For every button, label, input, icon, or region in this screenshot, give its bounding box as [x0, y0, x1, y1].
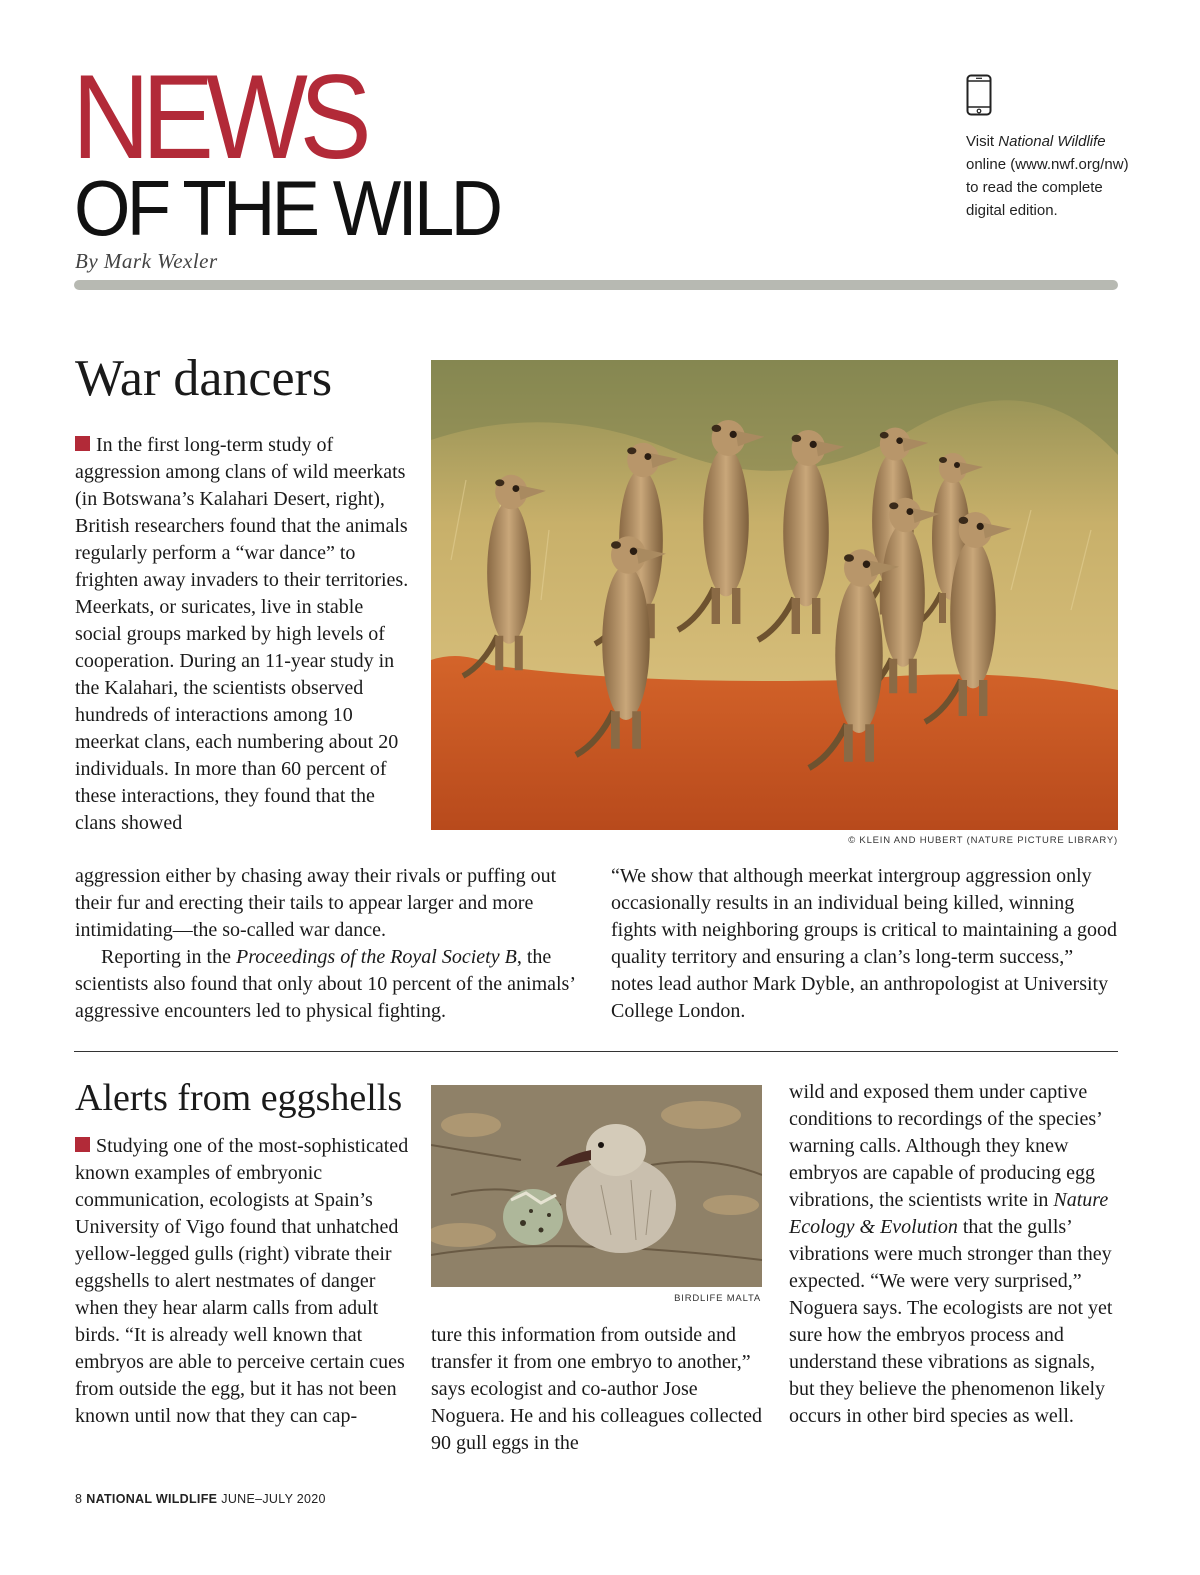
gull-chick-photo	[431, 1085, 762, 1287]
magazine-name: National Wildlife	[998, 133, 1106, 150]
masthead-rule	[74, 280, 1118, 290]
article1-lead-paragraph: In the first long-term study of aggression among clans of wild meerkats (in Botswana’s Kalahari Desert, right), British researchers found that the animals regularly perform a “war dance” to frighten away invaders to their territories. Meerkats, or suricates, live in stable social groups marked by high levels of cooperation. During an 11-year study in the Kalahari, the scientists observed hundreds of interactions among 10 meerkat clans, each numbering about 20 individuals. In more than 60 percent of these interactions, they found that the clans showed	[75, 434, 409, 834]
phone-icon	[966, 74, 992, 116]
article2-column-1: Studying one of the most-sophisticated known examples of embryonic communication, ecologists at Spain’s University of Vigo found that unhatched yellow-legged gulls (right) vibrate their eggshells to alert nestmates of danger when they hear alarm calls from adult birds. “It is already well known that embryos are able to perceive certain cues from outside the egg, but it has not been known until now that they can cap-	[75, 1135, 409, 1427]
article1-continuation: aggression either by chasing away their rivals or puffing out their fur and erecting their tails to appear larger and more intimidating—the so-called war dance. Reporting in the Proceedings of the Royal Society B, the scientists also found that only about 10 percent of the animals’ aggressive encounters led to physical fighting.	[75, 863, 580, 1025]
journal-name: Proceedings of the Royal Society B	[235, 946, 517, 968]
masthead-news: NEWS	[72, 50, 364, 184]
meerkat-photo	[431, 360, 1118, 830]
gull-photo-credit: BIRDLIFE MALTA	[674, 1293, 761, 1304]
page-number: 8	[75, 1492, 83, 1506]
article1-quote: “We show that although meerkat intergroup aggression only occasionally results in an individual being killed, winning fights with neighboring groups is critical to maintaining a good quality territory and ensuring a clan’s long-term success,” notes lead author Mark Dyble, an anthropologist at University College London.	[611, 865, 1118, 1022]
meerkat-photo-credit: © KLEIN AND HUBERT (NATURE PICTURE LIBRARY)	[848, 835, 1118, 846]
article2-column-2: ture this information from outside and transfer it from one embryo to another,” says ecologist and co-author Jose Noguera. He and his colleagues collected 90 gull eggs in the	[431, 1324, 762, 1454]
magazine-title: NATIONAL WILDLIFE	[86, 1492, 218, 1506]
page-footer	[75, 1492, 326, 1506]
masthead-of-the-wild: OF THE WILD	[74, 164, 500, 252]
article-title-alerts-from-eggshells: Alerts from eggshells	[75, 1077, 403, 1119]
section-marker-icon	[75, 1137, 90, 1152]
article-title-war-dancers: War dancers	[75, 350, 333, 407]
digital-edition-promo: Visit National Wildlife online (www.nwf.org/nw) to read the complete digital edition.	[966, 133, 1129, 219]
byline: By Mark Wexler	[75, 249, 218, 273]
article2-column-3: wild and exposed them under captive conditions to recordings of the species’ warning calls. Although they knew embryos are capable of producing egg vibrations, the scientists write in Nature Ecology & Evolution that the gulls’ vibrations were much stronger than they expected. “We were very surprised,” Noguera says. The ecologists are not yet sure how the embryos process and understand these vibrations as signals, but they believe the phenomenon likely occurs in other bird species as well.	[789, 1081, 1113, 1427]
issue-date: JUNE–JULY 2020	[221, 1492, 326, 1506]
section-marker-icon	[75, 436, 90, 451]
section-divider	[74, 1051, 1118, 1052]
article1-paragraph-2: Reporting in the Proceedings of the Royal Society B, the scientists also found that only about 10 percent of the animals’ aggressive encounters led to physical fighting.	[75, 946, 575, 1022]
journal-name: Nature Ecology & Evolution	[789, 1189, 1109, 1238]
